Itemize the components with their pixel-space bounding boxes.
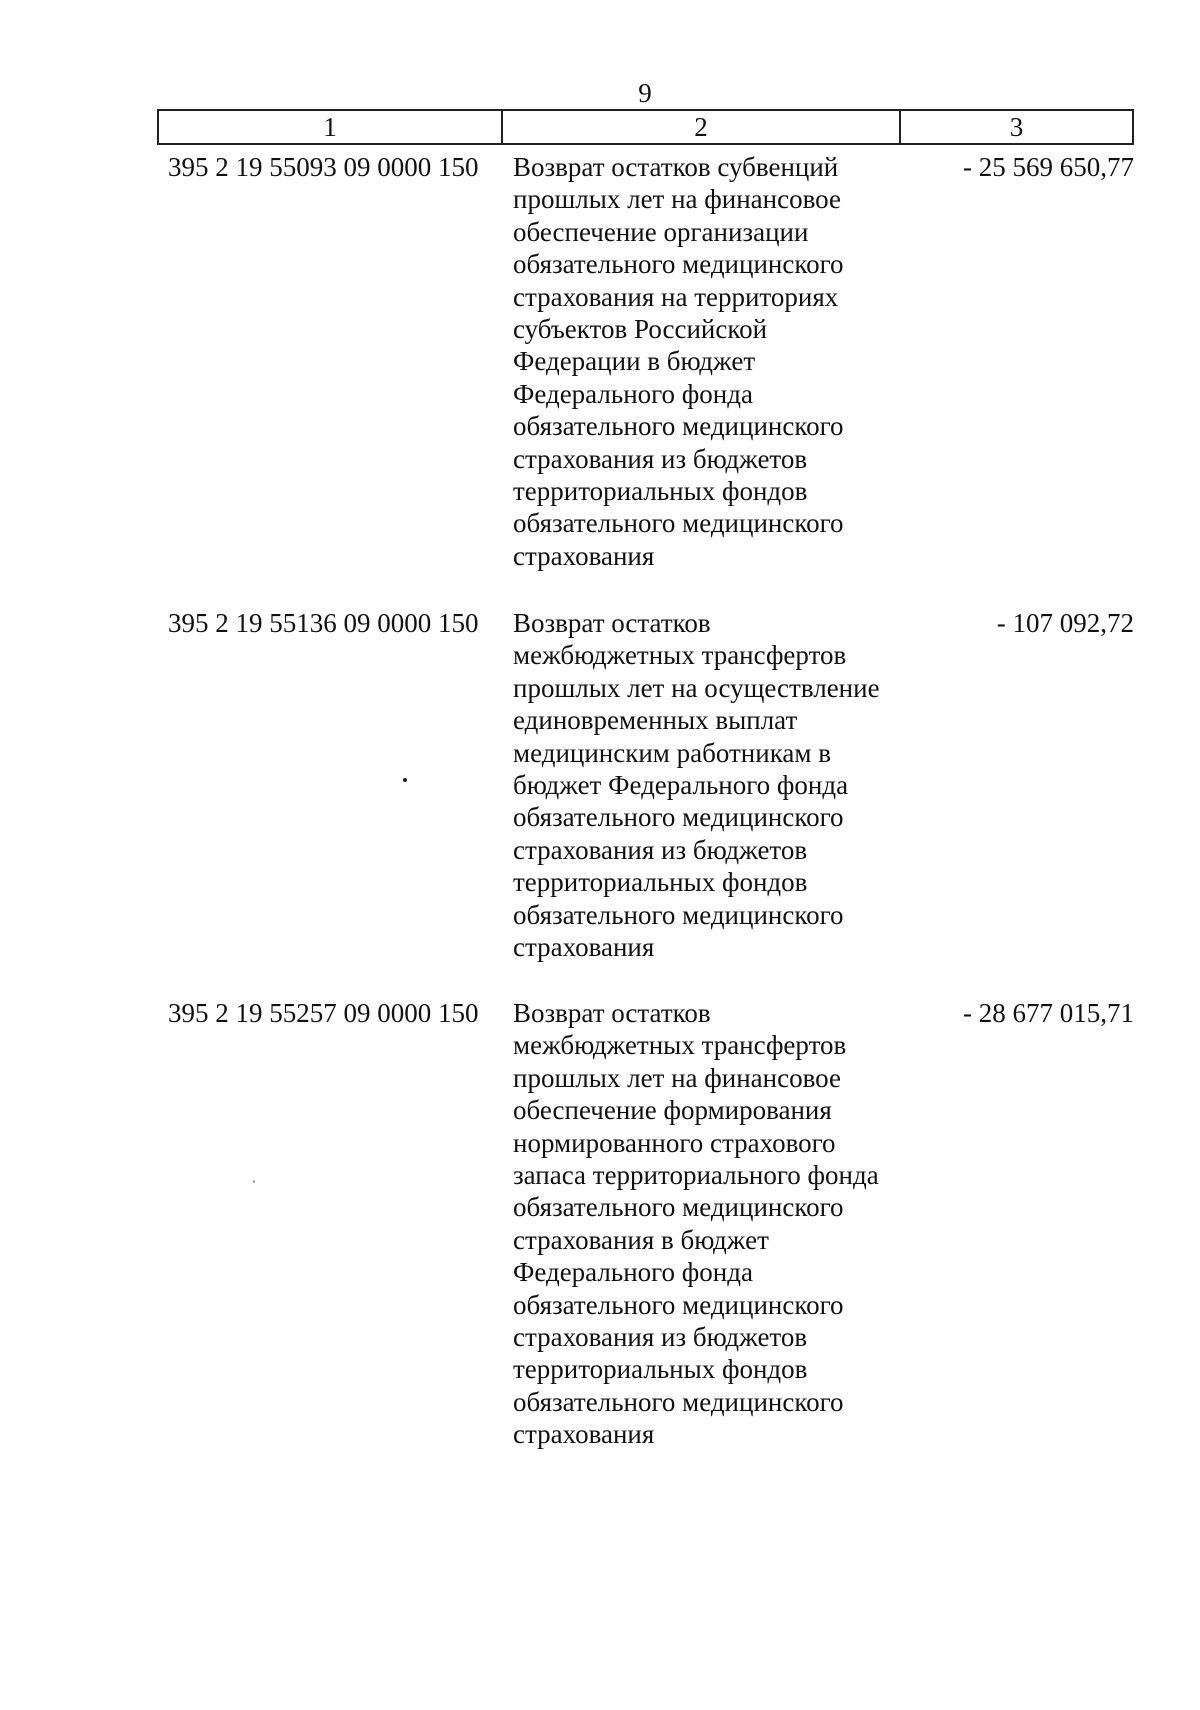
- description-line: Возврат остатков: [513, 608, 711, 638]
- budget-classification-code: 395 2 19 55136 09 0000 150: [168, 608, 479, 638]
- description-line: медицинским работникам в: [513, 737, 831, 768]
- description-line: Возврат остатков субвенций: [513, 152, 839, 182]
- description-line: обеспечение организации: [513, 216, 809, 247]
- description-line: обязательного медицинского: [513, 1386, 844, 1417]
- description-line: межбюджетных трансфертов: [513, 1030, 847, 1061]
- description-line: нормированного страхового: [513, 1127, 836, 1158]
- scan-speck: [403, 778, 407, 782]
- description-line: бюджет Федерального фонда: [513, 770, 849, 801]
- description-line: прошлых лет на осуществление: [513, 672, 880, 703]
- description-line: обязательного медицинского: [513, 899, 844, 930]
- description-line: обязательного медицинского: [513, 1289, 844, 1320]
- description-line: территориальных фондов: [513, 1354, 808, 1385]
- description-line: территориальных фондов: [513, 476, 808, 507]
- row-amount: - 107 092,72: [996, 608, 1134, 638]
- row-description: [513, 151, 913, 572]
- budget-classification-code: 395 2 19 55093 09 0000 150: [168, 152, 479, 182]
- row-amount: - 28 677 015,71: [963, 998, 1134, 1028]
- description-line: запаса территориального фонда: [513, 1160, 879, 1191]
- description-line: Федерации в бюджет: [513, 346, 756, 377]
- description-line: единовременных выплат: [513, 705, 798, 736]
- description-line: Федерального фонда: [513, 1257, 753, 1288]
- table-header: [157, 109, 1134, 145]
- description-line: обязательного медицинского: [513, 802, 844, 833]
- description-line: страхования на территориях: [513, 281, 839, 312]
- description-line: страхования: [513, 1419, 655, 1450]
- description-line: страхования из бюджетов: [513, 834, 808, 865]
- description-line: страхования: [513, 932, 655, 963]
- description-line: обязательного медицинского: [513, 249, 844, 280]
- description-line: обязательного медицинского: [513, 508, 844, 539]
- column-header-1: 1: [159, 111, 503, 143]
- description-line: субъектов Российской: [513, 314, 768, 345]
- description-line: обеспечение формирования: [513, 1095, 832, 1126]
- description-line: Федерального фонда: [513, 378, 753, 409]
- description-line: страхования в бюджет: [513, 1224, 769, 1255]
- description-line: прошлых лет на финансовое: [513, 1062, 841, 1093]
- description-line: страхования: [513, 540, 655, 571]
- description-line: межбюджетных трансфертов: [513, 640, 847, 671]
- scan-speck: [253, 1180, 255, 1183]
- page-number: 9: [638, 78, 652, 108]
- description-line: обязательного медицинского: [513, 411, 844, 442]
- row-description: [513, 607, 913, 963]
- row-amount: - 25 569 650,77: [963, 152, 1134, 182]
- budget-classification-code: 395 2 19 55257 09 0000 150: [168, 998, 479, 1028]
- description-line: страхования из бюджетов: [513, 1322, 808, 1353]
- description-line: территориальных фондов: [513, 867, 808, 898]
- description-line: Возврат остатков: [513, 998, 711, 1028]
- column-header-2: 2: [503, 111, 901, 143]
- row-description: [513, 997, 913, 1451]
- description-line: прошлых лет на финансовое: [513, 184, 841, 215]
- description-line: обязательного медицинского: [513, 1192, 844, 1223]
- column-header-3: 3: [1009, 112, 1024, 142]
- description-line: страхования из бюджетов: [513, 443, 808, 474]
